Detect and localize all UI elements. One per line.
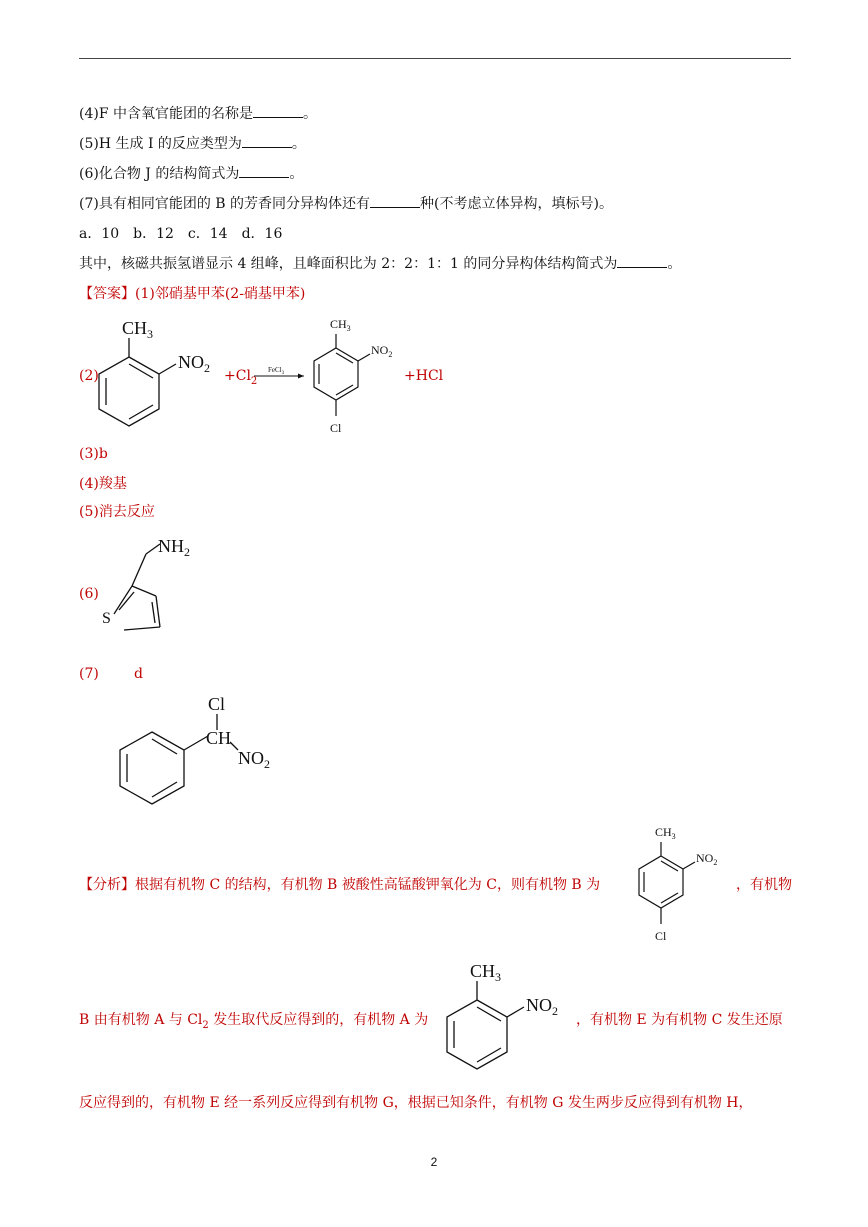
answer-7-choice: d [134, 666, 143, 682]
header-rule [79, 58, 791, 59]
answer-blank [370, 195, 420, 208]
answer-blank [253, 105, 303, 118]
answer-header: 【答案】(1)邻硝基甲苯(2-硝基甲苯) [79, 286, 306, 302]
answer-blank [239, 165, 289, 178]
answer-6-label: (6) [79, 586, 99, 602]
svg-text:NO2: $NO_2$ [371, 343, 393, 359]
product-hcl: +HCl [404, 368, 444, 384]
answer-4: (4)羧基 [79, 476, 127, 492]
question-7-followup: 其中，核磁共振氢谱显示 4 组峰，且峰面积比为 2：2：1：1 的同分异构体结构简式为 。 [79, 256, 682, 272]
structure-b [627, 822, 737, 954]
svg-text:Cl: Cl [330, 421, 342, 435]
question-4: (4)F 中含氧官能团的名称是 。 [79, 106, 317, 122]
reagent-cl2: $+Cl_2$ [224, 368, 258, 387]
svg-text:CH3: $CH_3$ [330, 317, 351, 333]
svg-text:CH: CH [206, 728, 232, 748]
answer-3: (3)b [79, 446, 108, 462]
question-7-options: a．10 b．12 c．14 d．16 [79, 226, 283, 242]
answer-blank [617, 255, 667, 268]
analysis-line-2-start: B 由有机物 A 与 $Cl_2$ 发生取代反应得到的，有机物 A 为 [79, 1012, 429, 1031]
answer-blank [242, 135, 292, 148]
question-7: (7)具有相同官能团的 B 的芳香同分异构体还有 种(不考虑立体异构，填标号)。 [79, 196, 613, 212]
question-5: (5)H 生成 I 的反应类型为 。 [79, 136, 306, 152]
svg-text:NO2: $NO_2$ [526, 995, 558, 1018]
structure-a [440, 955, 580, 1084]
svg-text:NO2: $NO_2$ [238, 748, 270, 771]
svg-text:CH3: $CH_3$ [122, 318, 154, 341]
answer-7-label: (7) [79, 666, 99, 682]
analysis-line-1-start: 【分析】根据有机物 C 的结构，有机物 B 被酸性高锰酸钾氧化为 C，则有机物 B 为 [79, 877, 601, 893]
chloronitromethylbenzene-structure [112, 692, 292, 816]
svg-text:Cl: Cl [655, 929, 667, 943]
answer-5: (5)消去反应 [79, 504, 155, 520]
page-number: 2 [430, 1155, 438, 1169]
svg-text:NO2: $NO_2$ [696, 851, 718, 867]
svg-text:CH3: $CH_3$ [470, 961, 502, 984]
chloro-nitrotoluene-structure [300, 312, 410, 446]
analysis-line-2-end: ，有机物 E 为有机物 C 发生还原 [576, 1012, 783, 1028]
answer-2-label: (2) [79, 368, 99, 384]
svg-text:S: S [102, 610, 111, 627]
svg-text:FeCl3: FeCl$_3$ [268, 366, 285, 376]
question-6: (6)化合物 J 的结构简式为 。 [79, 166, 304, 182]
svg-text:NH2: $NH_2$ [158, 536, 190, 559]
thiophenemethylamine-structure [94, 530, 214, 659]
o-nitrotoluene-structure [92, 312, 232, 441]
svg-text:CH3: $CH_3$ [655, 825, 676, 841]
analysis-line-1-end: ，有机物 [736, 877, 792, 893]
svg-text:NO2: $NO_2$ [178, 352, 210, 375]
svg-text:Cl: Cl [208, 694, 226, 714]
analysis-line-3: 反应得到的，有机物 E 经一系列反应得到有机物 G，根据已知条件，有机物 G 发生两步反应得到有机物 H， [79, 1095, 753, 1111]
